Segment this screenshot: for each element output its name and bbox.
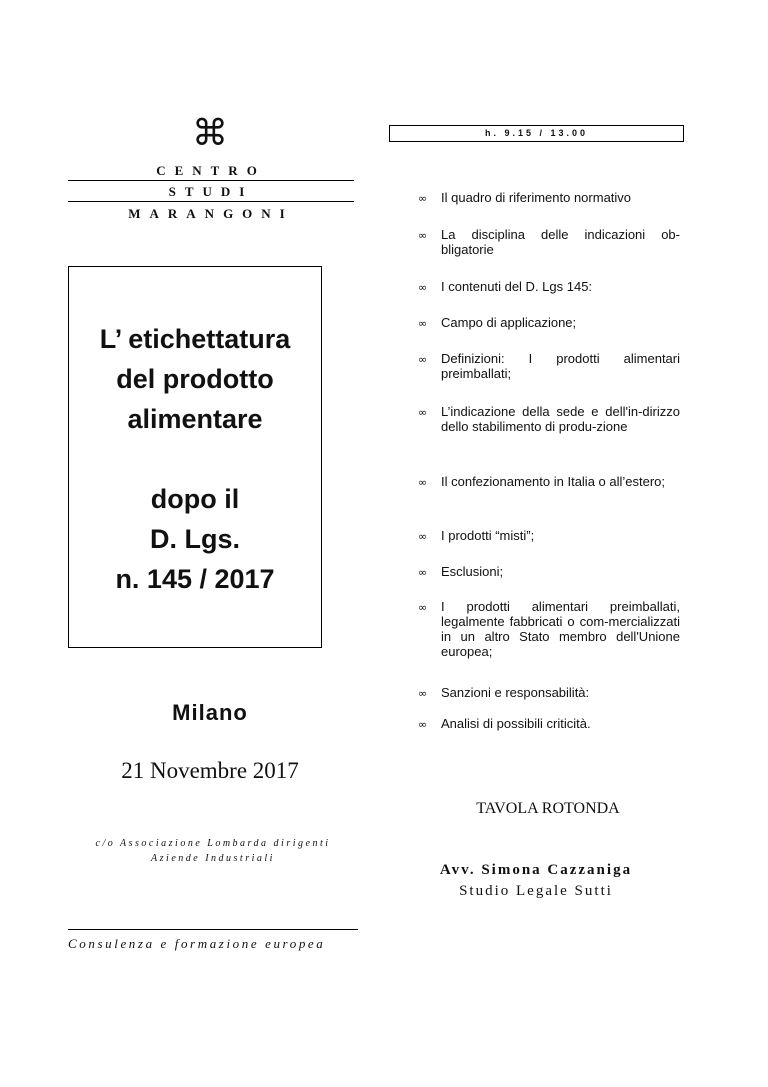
title-block-a	[69, 319, 321, 439]
agenda-item	[418, 404, 680, 434]
agenda-item-text: I contenuti del D. Lgs 145:	[441, 279, 593, 294]
agenda-item-text: Esclusioni;	[441, 564, 504, 579]
infinity-icon: ∞	[418, 718, 428, 731]
infinity-icon: ∞	[418, 406, 428, 419]
infinity-icon: ∞	[418, 476, 428, 489]
infinity-icon: ∞	[418, 566, 428, 579]
place-of-interest-icon: ⌘	[192, 113, 228, 154]
agenda-item-text: Campo di applicazione;	[441, 315, 577, 330]
divider	[68, 180, 354, 181]
agenda-item	[418, 227, 680, 257]
agenda-item-text: Definizioni: I prodotti alimentari preimballati;	[441, 351, 680, 381]
venue-line: Aziende Industriali	[151, 853, 275, 864]
agenda-item	[418, 190, 680, 205]
divider	[68, 201, 354, 202]
agenda-item	[418, 685, 680, 700]
infinity-icon: ∞	[418, 317, 428, 330]
agenda-item	[418, 599, 680, 659]
agenda-item	[418, 474, 680, 489]
infinity-icon: ∞	[418, 353, 428, 366]
agenda-item-text: La disciplina delle indicazioni ob-bligatorie	[441, 227, 680, 257]
footer-divider	[68, 929, 358, 930]
footer-tagline: Consulenza e formazione europea	[68, 936, 326, 951]
agenda-item	[418, 279, 680, 294]
agenda-item-text: I prodotti “misti”;	[441, 528, 535, 543]
agenda-item	[418, 564, 680, 579]
venue-line: c/o Associazione Lombarda dirigenti	[95, 838, 331, 849]
agenda-item-text: L’indicazione della sede e dell'in-dirizzo dello stabilimento di produ-zione	[441, 404, 680, 434]
agenda-item	[418, 351, 680, 381]
brand-line-centro: CENTRO	[156, 163, 266, 178]
infinity-icon: ∞	[418, 530, 428, 543]
agenda-item-text: Il confezionamento in Italia o all’estero;	[441, 474, 666, 489]
event-city: Milano	[172, 700, 248, 725]
infinity-icon: ∞	[418, 229, 428, 242]
agenda-item-text: Il quadro di riferimento normativo	[441, 190, 632, 205]
infinity-icon: ∞	[418, 281, 428, 294]
speaker-name: Avv. Simona Cazzaniga	[439, 862, 633, 878]
title-line: dopo il	[150, 484, 240, 514]
title-line: n. 145 / 2017	[115, 564, 275, 594]
brand-line-marangoni: MARANGONI	[128, 206, 294, 221]
infinity-icon: ∞	[418, 601, 428, 614]
agenda-item	[418, 528, 680, 543]
title-line: D. Lgs.	[149, 524, 240, 554]
roundtable-heading: TAVOLA ROTONDA	[476, 800, 620, 817]
agenda-item-text: Analisi di possibili criticità.	[441, 716, 591, 731]
speaker-firm: Studio Legale Sutti	[459, 883, 613, 899]
infinity-icon: ∞	[418, 687, 428, 700]
schedule-box: h. 9.15 / 13.00	[389, 125, 684, 142]
agenda-item	[418, 716, 680, 731]
agenda-item	[418, 315, 680, 330]
title-line: del prodotto	[116, 364, 274, 394]
title-line: L’ etichettatura	[99, 324, 291, 354]
brand-line-studi: STUDI	[168, 184, 254, 199]
title-box	[68, 266, 322, 648]
agenda-item-text: I prodotti alimentari preimballati, legalmente fabbricati o com-mercializzati in un altro Stato membro dell'Unione europea;	[441, 599, 680, 659]
event-date: 21 Novembre 2017	[121, 758, 299, 783]
agenda-item-text: Sanzioni e responsabilità:	[441, 685, 590, 700]
title-line: alimentare	[127, 404, 263, 434]
infinity-icon: ∞	[418, 192, 428, 205]
title-block-b	[69, 479, 321, 599]
